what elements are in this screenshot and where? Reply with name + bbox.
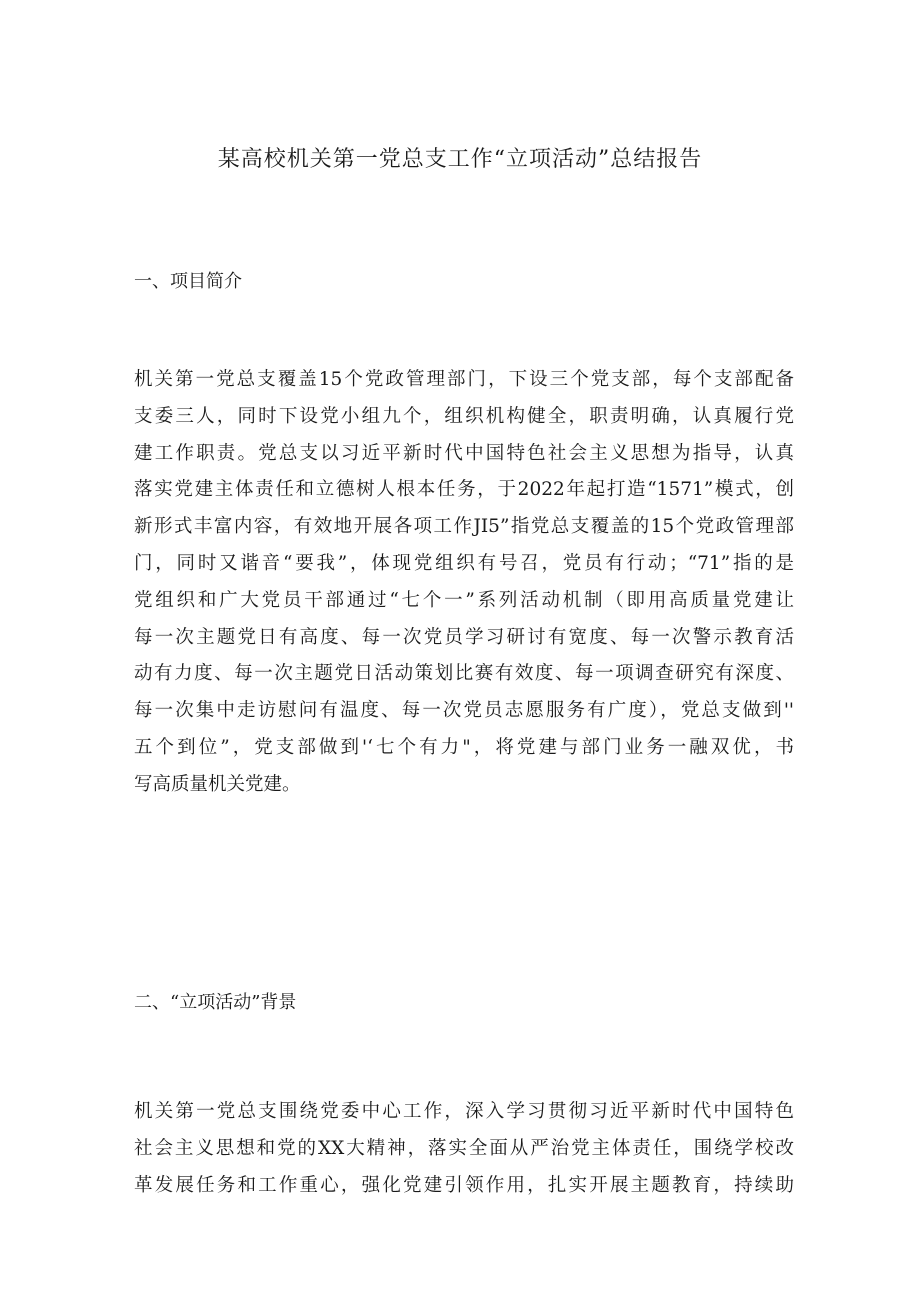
- document-title: 某高校机关第一党总支工作“立项活动”总结报告: [217, 147, 703, 172]
- text-line: 落实党建主体责任和立德树人根本任务，于2022年起打造“1571”模式，创: [134, 479, 794, 501]
- text-line: 门，同时又谐音“要我”，体现党组织有号召，党员有行动；“71”指的是: [134, 552, 794, 574]
- text-line: 五个到位”，党支部做到'‘七个有力"，将党建与部门业务一融双优，书: [134, 736, 794, 758]
- text-line: 社会主义思想和党的XX大精神，落实全面从严治党主体责任，围绕学校改: [134, 1137, 794, 1159]
- section-body-project-intro: [134, 362, 794, 804]
- text-line: 革发展任务和工作重心，强化党建引领作用，扎实开展主题教育，持续助: [134, 1174, 794, 1196]
- section-heading-project-intro: 一、项目简介: [134, 271, 242, 292]
- text-line: 每一次主题党日有高度、每一次党员学习研讨有宽度、每一次警示教育活: [134, 626, 794, 648]
- text-line: 写高质量机关党建。: [134, 773, 301, 795]
- text-line: 机关第一党总支围绕党委中心工作，深入学习贯彻习近平新时代中国特色: [134, 1101, 794, 1122]
- section-heading-background: 二、“立项活动”背景: [134, 992, 297, 1013]
- text-line: 党组织和广大党员干部通过“七个一”系列活动机制（即用高质量党建让: [134, 589, 794, 611]
- text-line: 机关第一党总支覆盖15个党政管理部门，下设三个党支部，每个支部配备: [134, 369, 794, 390]
- text-line: 支委三人，同时下设党小组九个，组织机构健全，职责明确，认真履行党: [134, 405, 794, 427]
- text-line: 新形式丰富内容，有效地开展各项工作JI5”指党总支覆盖的15个党政管理部: [134, 516, 794, 538]
- text-line: 动有力度、每一次主题党日活动策划比赛有效度、每一项调查研究有深度、: [134, 663, 794, 685]
- text-line: 每一次集中走访慰问有温度、每一次党员志愿服务有广度），党总支做到'': [134, 700, 794, 722]
- section-body-background: [134, 1094, 794, 1204]
- text-line: 建工作职责。党总支以习近平新时代中国特色社会主义思想为指导，认真: [134, 442, 794, 464]
